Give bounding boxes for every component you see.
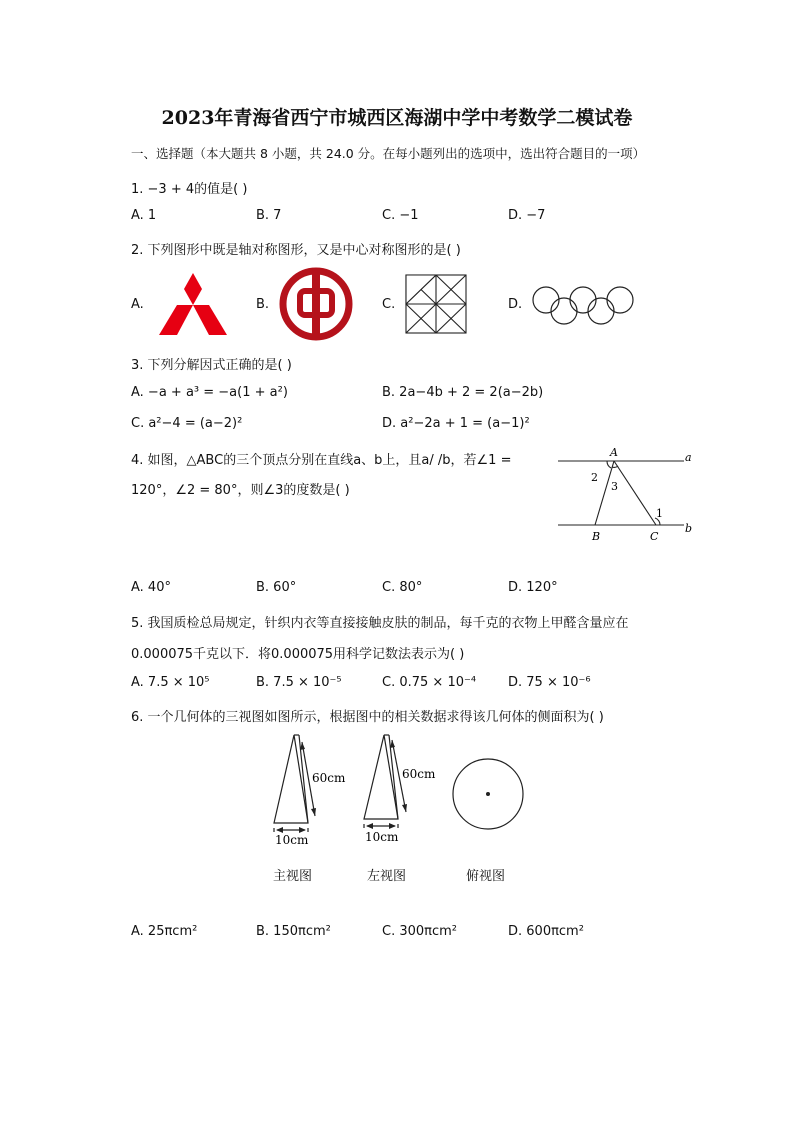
q5-option-c: C. 0.75 × 10⁻⁴ (382, 675, 477, 690)
q6-option-a: A. 25πcm² (131, 924, 198, 939)
question-3-stem: 3. 下列分解因式正确的是( ) (131, 358, 292, 373)
q5-option-b: B. 7.5 × 10⁻⁵ (256, 675, 342, 690)
label-angle-1: 1 (656, 507, 663, 520)
question-6-stem: 6. 一个几何体的三视图如图所示，根据图中的相关数据求得该几何体的侧面积为( ) (131, 710, 604, 725)
q1-option-c: C. −1 (382, 208, 419, 223)
section-heading: 一、选择题（本大题共 8 小题，共 24.0 分。在每小题列出的选项中，选出符合题目的一项） (131, 146, 646, 161)
q1-option-d: D. −7 (508, 208, 546, 223)
q5-option-d: D. 75 × 10⁻⁶ (508, 675, 591, 690)
left-slant-label: 60cm (402, 767, 436, 781)
front-base-label: 10cm (275, 833, 309, 847)
question-5-stem-line1: 5. 我国质检总局规定，针织内衣等直接接触皮肤的制品，每千克的衣物上甲醛含量应在 (131, 616, 629, 631)
triangle-parallel-lines-figure (552, 444, 698, 544)
left-view-figure (360, 730, 450, 850)
q1-option-b: B. 7 (256, 208, 282, 223)
label-angle-2: 2 (591, 471, 598, 484)
question-2-stem: 2. 下列图形中既是轴对称图形，又是中心对称图形的是( ) (131, 243, 461, 258)
q2-option-b: B. (256, 297, 270, 312)
bank-coin-logo-icon (279, 267, 353, 341)
q4-option-a: A. 40° (131, 580, 171, 595)
q6-option-d: D. 600πcm² (508, 924, 584, 939)
front-slant-label: 60cm (312, 771, 346, 785)
page-title: 2023年青海省西宁市城西区海湖中学中考数学二模试卷 (161, 107, 633, 129)
top-view-caption: 俯视图 (466, 869, 506, 884)
q3-option-a: A. −a + a³ = −a(1 + a²) (131, 385, 288, 400)
q4-option-b: B. 60° (256, 580, 297, 595)
q2-option-c: C. (382, 297, 396, 312)
label-a-vertex: A (610, 446, 618, 459)
left-view-caption: 左视图 (367, 869, 407, 884)
label-b-vertex: B (592, 530, 601, 543)
label-line-b: b (685, 522, 693, 535)
q3-option-c: C. a²−4 = (a−2)² (131, 416, 243, 431)
q4-option-d: D. 120° (508, 580, 558, 595)
question-4-stem-line1: 4. 如图，△ABC的三个顶点分别在直线a、b上，且a/ /b，若∠1 = (131, 453, 512, 468)
q2-option-d: D. (508, 297, 523, 312)
q3-option-d: D. a²−2a + 1 = (a−1)² (382, 416, 530, 431)
label-line-a: a (685, 451, 692, 464)
question-1-stem: 1. −3 + 4的值是( ) (131, 182, 248, 197)
top-view-figure (450, 756, 526, 832)
q6-option-c: C. 300πcm² (382, 924, 458, 939)
front-view-caption: 主视图 (273, 869, 313, 884)
q4-option-c: C. 80° (382, 580, 423, 595)
q5-option-a: A. 7.5 × 10⁵ (131, 675, 210, 690)
q3-option-b: B. 2a−4b + 2 = 2(a−2b) (382, 385, 544, 400)
question-4-stem-line2: 120°，∠2 = 80°，则∠3的度数是( ) (131, 483, 350, 498)
label-c-vertex: C (650, 530, 659, 543)
left-base-label: 10cm (365, 830, 399, 844)
three-diamonds-logo-icon (153, 271, 233, 339)
five-rings-figure-icon (530, 284, 636, 326)
q6-option-b: B. 150πcm² (256, 924, 331, 939)
front-view-figure (266, 730, 356, 850)
label-angle-3: 3 (611, 480, 618, 493)
pinwheel-figure-icon (404, 273, 468, 335)
q1-option-a: A. 1 (131, 208, 157, 223)
q2-option-a: A. (131, 297, 144, 312)
question-5-stem-line2: 0.000075千克以下．将0.000075用科学记数法表示为( ) (131, 647, 465, 662)
